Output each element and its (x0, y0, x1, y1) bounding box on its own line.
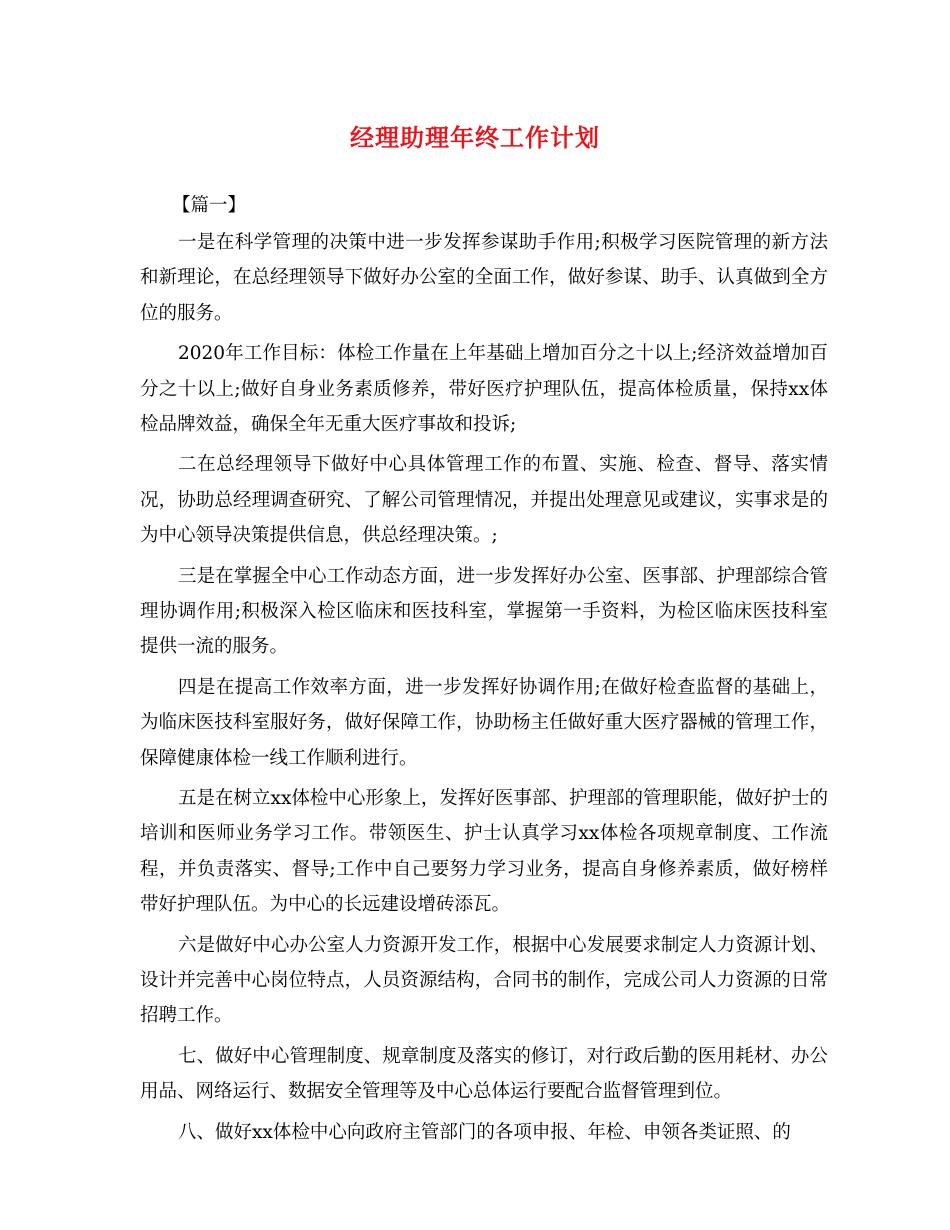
paragraph-3: 二在总经理领导下做好中心具体管理工作的布置、实施、检查、督导、落实情况，协助总经理调查研究、了解公司管理情况，并提出处理意见或建议，实事求是的为中心领导决策提供信息，供总经理决策。; (140, 454, 828, 547)
document-title: 经理助理年终工作计划 (350, 124, 600, 152)
paragraph-6: 五是在树立xx体检中心形象上，发挥好医事部、护理部的管理职能，做好护士的培训和医师业务学习工作。带领医生、护士认真学习xx体检各项规章制度、工作流程，并负责落实、督导;工作中自己要努力学习业务，提高自身修养素质，做好榜样带好护理队伍。为中心的长远建设增砖添瓦。 (140, 788, 828, 916)
paragraph-5: 四是在提高工作效率方面，进一步发挥好协调作用;在做好检查监督的基础上，为临床医技科室服好务，做好保障工作，协助杨主任做好重大医疗器械的管理工作，保障健康体检一线工作顺利进行。 (140, 676, 828, 769)
paragraph-7: 六是做好中心办公室人力资源开发工作，根据中心发展要求制定人力资源计划、设计并完善中心岗位特点，人员资源结构，合同书的制作，完成公司人力资源的日常招聘工作。 (140, 934, 828, 1027)
section-label: 【篇一】 (172, 195, 247, 216)
paragraph-8: 七、做好中心管理制度、规章制度及落实的修订，对行政后勤的医用耗材、办公用品、网络运行、数据安全管理等及中心总体运行要配合监督管理到位。 (140, 1045, 828, 1103)
paragraph-9: 八、做好xx体检中心向政府主管部门的各项申报、年检、申领各类证照、的 (178, 1121, 791, 1143)
paragraph-1: 一是在科学管理的决策中进一步发挥参谋助手作用;积极学习医院管理的新方法和新理论，在总经理领导下做好办公室的全面工作，做好参谋、助手、认真做到全方位的服务。 (140, 231, 828, 324)
document-body (140, 188, 828, 1155)
paragraph-2: 2020年工作目标：体检工作量在上年基础上增加百分之十以上;经济效益增加百分之十以上;做好自身业务素质修养，带好医疗护理队伍，提高体检质量，保持xx体检品牌效益，确保全年无重大医疗事故和投诉; (140, 343, 828, 435)
paragraph-4: 三是在掌握全中心工作动态方面，进一步发挥好办公室、医事部、护理部综合管理协调作用;积极深入检区临床和医技科室，掌握第一手资料，为检区临床医技科室提供一流的服务。 (140, 565, 828, 658)
